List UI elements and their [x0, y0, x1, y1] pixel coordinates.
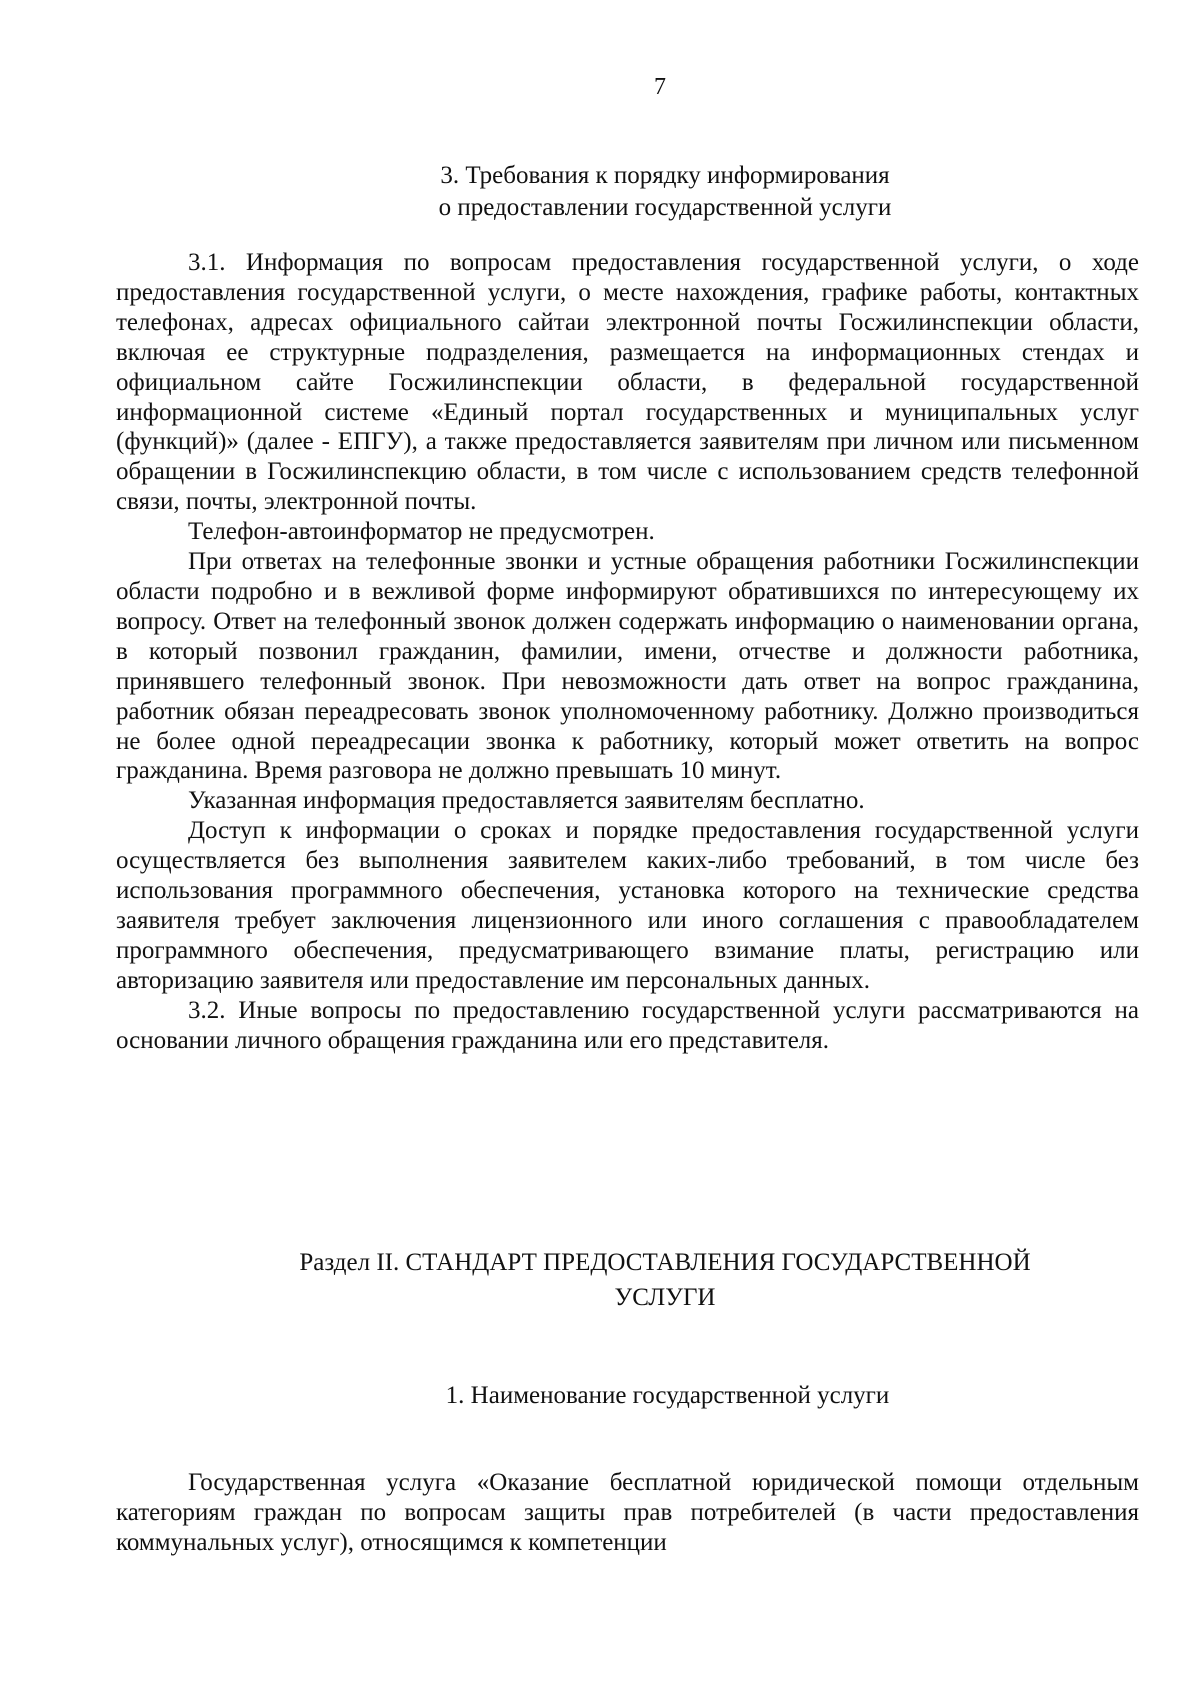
paragraph-3-1: 3.1. Информация по вопросам предоставления государственной услуги, о ходе предоставления государственной услуги, о месте нахождения, графике работы, контактных телефонах, адресах официального сайтаи электронной почты Госжилинспекции области, включая ее структурные подразделения, размещается на информационных стендах и официальном сайте Госжилинспекции области, в федеральной государственной информационной системе «Единый портал государственных и муниципальных услуг (функций)» (далее - ЕПГУ), а также предоставляется заявителям при личном или письменном обращении в Госжилинспекцию области, в том числе с использованием средств телефонной связи, почты, электронной почты. — [116, 249, 1139, 516]
section-title-line1: Раздел II. СТАНДАРТ ПРЕДОСТАВЛЕНИЯ ГОСУДАРСТВЕННОЙ — [299, 1249, 1031, 1276]
paragraph-free-info: Указанная информация предоставляется заявителям бесплатно. — [188, 787, 865, 815]
subsection-heading-3-line2: о предоставлении государственной услуги — [438, 194, 892, 221]
paragraph-autoinformer: Телефон-автоинформатор не предусмотрен. — [188, 518, 655, 546]
page-number: 7 — [654, 74, 666, 100]
paragraph-access: Доступ к информации о сроках и порядке предоставления государственной услуги осуществляется без выполнения заявителем каких-либо требований, в том числе без использования программного обеспечения, установка которого на технические средства заявителя требует заключения лицензионного или иного соглашения с правообладателем программного обеспечения, предусматривающего взимание платы, регистрацию или авторизацию заявителя или предоставление им персональных данных. — [116, 817, 1139, 994]
subsection-heading-1: 1. Наименование государственной услуги — [445, 1382, 890, 1409]
section-title-line2: УСЛУГИ — [614, 1284, 716, 1311]
subsection-heading-3-line1: 3. Требования к порядку информирования — [440, 162, 890, 189]
section-title — [0, 1245, 1200, 1315]
paragraph-phone-answers: При ответах на телефонные звонки и устные обращения работники Госжилинспекции области подробно и в вежливой форме информируют обратившихся по интересующему их вопросу. Ответ на телефонный звонок должен содержать информацию о наименовании органа, в который позвонил гражданин, фамилии, имени, отчестве и должности работника, принявшего телефонный звонок. При невозможности дать ответ на вопрос гражданина, работник обязан переадресовать звонок уполномоченному работнику. Должно производиться не более одной переадресации звонка к работнику, который может ответить на вопрос гражданина. Время разговора не должно превышать 10 минут. — [116, 548, 1139, 785]
paragraph-3-2: 3.2. Иные вопросы по предоставлению государственной услуги рассматриваются на основании личного обращения гражданина или его представителя. — [116, 996, 1139, 1054]
paragraph-service-name: Государственная услуга «Оказание бесплатной юридической помощи отдельным категориям граждан по вопросам защиты прав потребителей (в части предоставления коммунальных услуг), относящимся к компетенции — [116, 1469, 1139, 1556]
final-body-text — [116, 1468, 1139, 1558]
subsection-heading-3 — [0, 160, 1200, 224]
body-text — [116, 248, 1139, 1055]
